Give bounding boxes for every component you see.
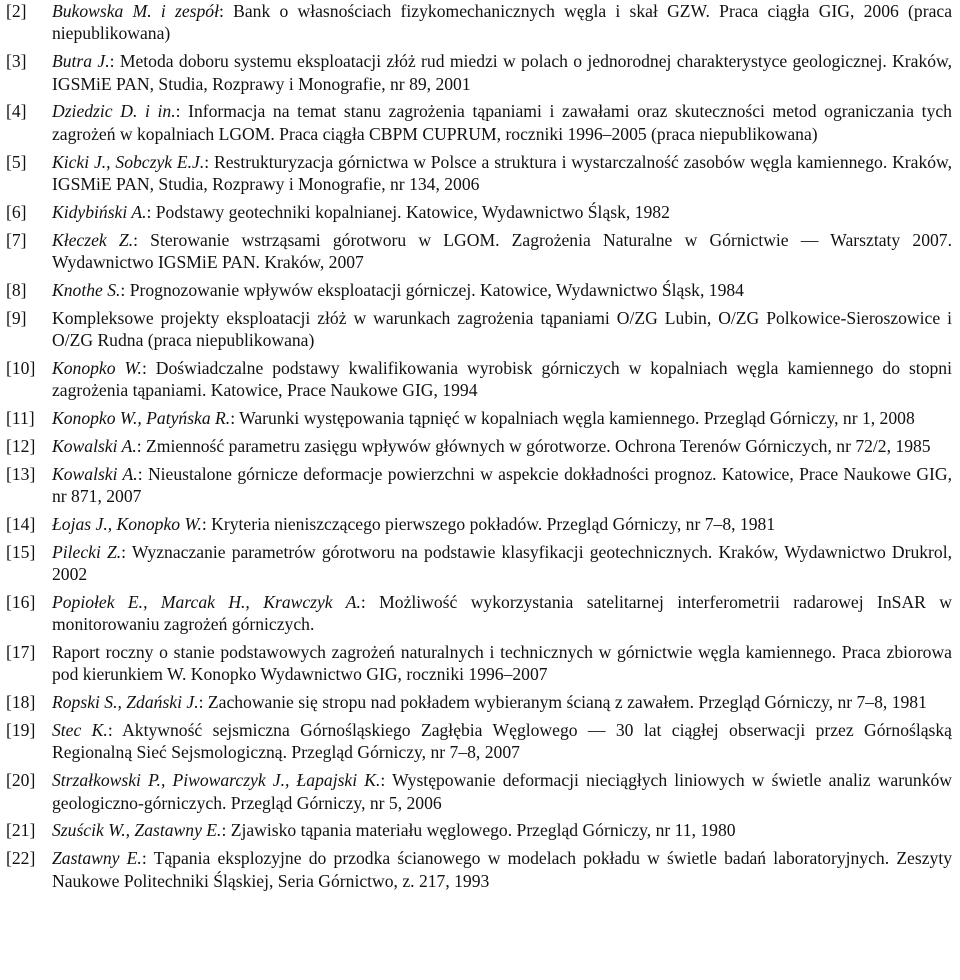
reference-authors: Strzałkowski P., Piwowarczyk J., Łapajski K. xyxy=(52,770,381,791)
reference-item xyxy=(0,307,960,352)
reference-item xyxy=(0,229,960,274)
reference-item xyxy=(0,279,960,301)
reference-text: : Tąpania eksplozyjne do przodka ścianowego w modelach pokładu w świetle badań laboratoryjnych. Zeszyty Naukowe Politechniki Śląskiej, Seria Górnictwo, z. 217, 1993 xyxy=(52,848,953,891)
reference-authors: Popiołek E., Marcak H., Krawczyk A. xyxy=(52,591,361,612)
reference-text: : Metoda doboru systemu eksploatacji złóż rud miedzi w polach o jednorodnej charakterystyce geologicznej. Kraków, IGSMiE PAN, Studia, Rozprawy i Monografie, nr 89, 2001 xyxy=(52,51,952,94)
reference-number: [4] xyxy=(6,101,27,122)
reference-item xyxy=(0,201,960,223)
reference-number: [6] xyxy=(6,201,27,222)
reference-item xyxy=(0,513,960,535)
reference-text: : Warunki występowania tąpnięć w kopalniach węgla kamiennego. Przegląd Górniczy, nr 1, 2008 xyxy=(230,408,915,429)
reference-text: : Informacja na temat stanu zagrożenia tąpaniami i zawałami oraz skuteczności metod ograniczania tych zagrożeń w kopalniach LGOM. Praca ciągła CBPM CUPRUM, roczniki 1996–2005 (praca niepublikowana) xyxy=(52,101,952,144)
reference-number: [20] xyxy=(6,770,36,791)
reference-body xyxy=(52,279,952,301)
reference-authors: Butra J. xyxy=(52,51,110,72)
reference-body xyxy=(52,151,952,196)
reference-authors: Bukowska M. i zespół xyxy=(52,1,219,21)
reference-authors: Kowalski A. xyxy=(52,463,138,484)
reference-text: : Sterowanie wstrząsami górotworu w LGOM. Zagrożenia Naturalne w Górnictwie — Warsztaty 2007. Wydawnictwo IGSMiE PAN. Kraków, 2007 xyxy=(52,229,952,273)
reference-item xyxy=(0,463,960,508)
reference-body xyxy=(52,100,952,145)
reference-item xyxy=(0,435,960,457)
reference-authors: Pilecki Z. xyxy=(52,541,122,562)
reference-item xyxy=(0,50,960,95)
reference-text: : Aktywność sejsmiczna Górnośląskiego Zagłębia Węglowego — 30 lat ciągłej obserwacji przez Górnośląską Regionalną Sieć Sejsmologiczną. Przegląd Górniczy, nr 7–8, 2007 xyxy=(52,720,952,763)
reference-text: : Doświadczalne podstawy kwalifikowania wyrobisk górniczych w kopalniach węgla kamiennego do stopni zagrożenia tąpaniami. Katowice, Prace Naukowe GIG, 1994 xyxy=(52,357,952,401)
reference-item xyxy=(0,100,960,145)
reference-authors: Kłeczek Z. xyxy=(52,229,134,250)
reference-item xyxy=(0,151,960,196)
reference-text: : Nieustalone górnicze deformacje powierzchni w aspekcie dokładności prognoz. Katowice, Prace Naukowe GIG, nr 871, 2007 xyxy=(52,463,952,507)
reference-text: : Prognozowanie wpływów eksploatacji górniczej. Katowice, Wydawnictwo Śląsk, 1984 xyxy=(120,279,744,300)
reference-number: [19] xyxy=(6,720,36,741)
reference-number: [15] xyxy=(6,541,36,562)
reference-body xyxy=(52,591,952,636)
reference-authors: Łojas J., Konopko W. xyxy=(52,513,202,534)
reference-authors: Dziedzic D. i in. xyxy=(52,101,176,122)
reference-authors: Kidybiński A. xyxy=(52,201,147,222)
reference-item xyxy=(0,691,960,713)
reference-item xyxy=(0,819,960,841)
reference-number: [7] xyxy=(6,229,27,250)
reference-text: Raport roczny o stanie podstawowych zagrożeń naturalnych i technicznych w górnictwie węgla kamiennego. Praca zbiorowa pod kierunkiem W. Konopko Wydawnictwo GIG, roczniki 1996–2007 xyxy=(52,642,952,685)
reference-body xyxy=(52,691,952,713)
reference-number: [10] xyxy=(6,357,36,378)
reference-body xyxy=(52,641,952,686)
reference-body xyxy=(52,0,952,45)
reference-text: : Zachowanie się stropu nad pokładem wybieranym ścianą z zawałem. Przegląd Górniczy, nr 7–8, 1981 xyxy=(198,692,927,713)
reference-number: [11] xyxy=(6,408,35,429)
reference-number: [14] xyxy=(6,513,36,534)
reference-body xyxy=(52,201,952,223)
reference-number: [2] xyxy=(6,1,27,21)
reference-body xyxy=(52,541,952,586)
reference-body xyxy=(52,307,952,352)
reference-authors: Zastawny E. xyxy=(52,848,142,869)
reference-text: : Możliwość wykorzystania satelitarnej interferometrii radarowej InSAR w monitorowaniu zagrożeń górniczych. xyxy=(52,591,952,635)
reference-item xyxy=(0,769,960,814)
reference-item xyxy=(0,591,960,636)
reference-authors: Stec K. xyxy=(52,720,108,741)
reference-number: [21] xyxy=(6,820,36,841)
reference-text: Kompleksowe projekty eksploatacji złóż w warunkach zagrożenia tąpaniami O/ZG Lubin, O/ZG Polkowice-Sieroszowice i O/ZG Rudna (praca niepublikowana) xyxy=(52,307,952,351)
reference-text: : Występowanie deformacji nieciągłych liniowych w świetle analiz warunków geologiczno-górniczych. Przegląd Górniczy, nr 5, 2006 xyxy=(52,770,952,813)
reference-item xyxy=(0,541,960,586)
reference-number: [17] xyxy=(6,642,36,663)
reference-authors: Kicki J., Sobczyk E.J. xyxy=(52,151,205,172)
reference-body xyxy=(52,357,952,402)
reference-text: : Bank o własnościach fizykomechanicznych węgla i skał GZW. Praca ciągła GIG, 2006 (praca niepublikowana) xyxy=(52,1,952,44)
reference-number: [12] xyxy=(6,435,36,456)
reference-body xyxy=(52,435,952,457)
reference-item xyxy=(0,719,960,764)
reference-text: : Zmienność parametru zasięgu wpływów głównych w górotworze. Ochrona Terenów Górniczych, nr 72/2, 1985 xyxy=(136,435,931,456)
reference-body xyxy=(52,847,952,892)
reference-body xyxy=(52,513,952,535)
reference-number: [3] xyxy=(6,51,27,72)
reference-authors: Konopko W., Patyńska R. xyxy=(52,408,231,429)
reference-body xyxy=(52,407,952,429)
reference-text: : Zjawisko tąpania materiału węglowego. Przegląd Górniczy, nr 11, 1980 xyxy=(221,820,736,841)
reference-authors: Szuścik W., Zastawny E. xyxy=(52,820,222,841)
reference-body xyxy=(52,769,952,814)
reference-body xyxy=(52,50,952,95)
reference-authors: Knothe S. xyxy=(52,279,121,300)
reference-number: [13] xyxy=(6,463,36,484)
reference-item xyxy=(0,847,960,892)
reference-item xyxy=(0,641,960,686)
reference-item xyxy=(0,357,960,402)
reference-number: [16] xyxy=(6,591,36,612)
reference-text: : Restrukturyzacja górnictwa w Polsce a struktura i wystarczalność zasobów węgla kamiennego. Kraków, IGSMiE PAN, Studia, Rozprawy i Monografie, nr 134, 2006 xyxy=(52,151,952,195)
reference-text: : Wyznaczanie parametrów górotworu na podstawie klasyfikacji geotechnicznych. Kraków, Wydawnictwo Drukrol, 2002 xyxy=(52,541,952,585)
reference-authors: Konopko W. xyxy=(52,357,142,378)
reference-number: [9] xyxy=(6,307,27,328)
reference-authors: Kowalski A. xyxy=(52,435,137,456)
reference-text: : Kryteria nieniszczącego pierwszego pokładów. Przegląd Górniczy, nr 7–8, 1981 xyxy=(201,513,776,534)
reference-number: [5] xyxy=(6,151,27,172)
reference-authors: Ropski S., Zdański J. xyxy=(52,692,199,713)
reference-item xyxy=(0,0,960,45)
reference-body xyxy=(52,463,952,508)
reference-body xyxy=(52,719,952,764)
reference-body xyxy=(52,229,952,274)
reference-number: [22] xyxy=(6,848,36,869)
reference-number: [18] xyxy=(6,692,36,713)
reference-item xyxy=(0,407,960,429)
reference-text: : Podstawy geotechniki kopalnianej. Katowice, Wydawnictwo Śląsk, 1982 xyxy=(146,201,670,222)
reference-number: [8] xyxy=(6,279,27,300)
reference-body xyxy=(52,819,952,841)
